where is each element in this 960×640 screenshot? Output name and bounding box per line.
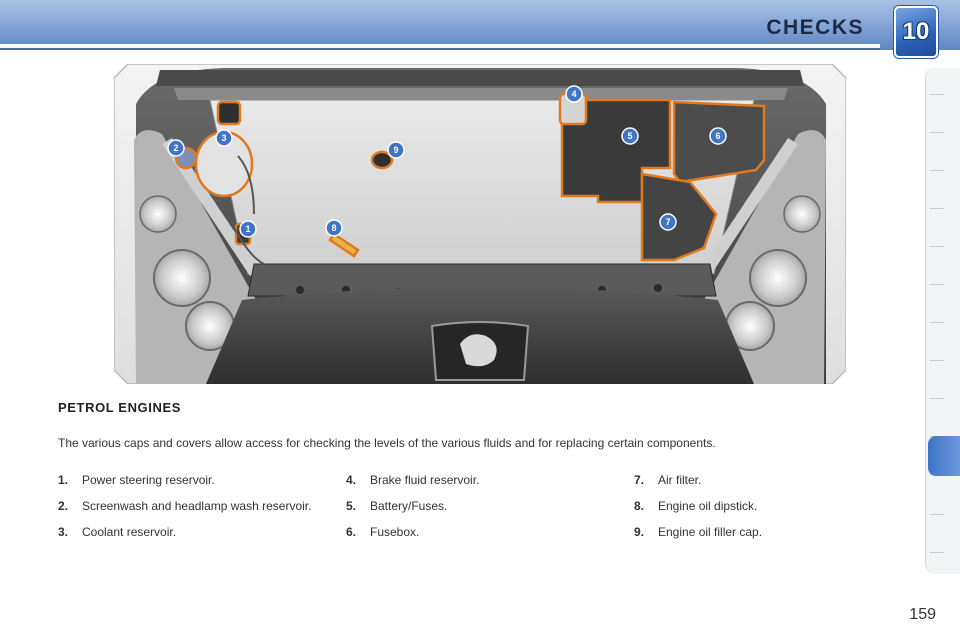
legend-text: Engine oil dipstick. <box>658 499 758 513</box>
chapter-tab-active[interactable] <box>928 436 960 476</box>
svg-text:2: 2 <box>173 143 179 153</box>
svg-text:1: 1 <box>245 224 251 234</box>
legend-item <box>346 499 586 513</box>
legend-item <box>634 499 874 513</box>
callout-3 <box>216 130 232 146</box>
legend-text: Power steering reservoir. <box>82 473 215 487</box>
legend-number: 2. <box>58 499 69 513</box>
legend-text: Coolant reservoir. <box>82 525 177 539</box>
chapter-number: 10 <box>902 18 930 45</box>
legend-column-3 <box>634 473 874 551</box>
svg-text:9: 9 <box>393 145 399 155</box>
callout-6 <box>710 128 726 144</box>
tab-divider <box>930 322 944 323</box>
chapter-tab-strip <box>925 68 960 574</box>
legend-number: 3. <box>58 525 69 539</box>
tab-divider <box>930 208 944 209</box>
svg-text:7: 7 <box>665 217 671 227</box>
section-heading: PETROL ENGINES <box>58 400 182 415</box>
callout-5 <box>622 128 638 144</box>
legend-number: 7. <box>634 473 645 487</box>
legend-item <box>634 525 874 539</box>
legend-number: 4. <box>346 473 357 487</box>
svg-text:3: 3 <box>221 133 227 143</box>
legend-item <box>346 525 586 539</box>
chapter-number-badge <box>894 6 938 58</box>
legend-text: Brake fluid reservoir. <box>370 473 480 487</box>
legend-item <box>346 473 586 487</box>
callout-8 <box>326 220 342 236</box>
legend-number: 9. <box>634 525 645 539</box>
legend-item <box>634 473 874 487</box>
legend-text: Air filter. <box>658 473 702 487</box>
callout-9 <box>388 142 404 158</box>
engine-bay-illustration <box>114 64 846 384</box>
tab-divider <box>930 398 944 399</box>
svg-text:6: 6 <box>715 131 721 141</box>
legend-text: Engine oil filler cap. <box>658 525 763 539</box>
chapter-title: CHECKS <box>766 16 864 39</box>
callout-1 <box>240 221 256 237</box>
legend-text: Fusebox. <box>370 525 420 539</box>
legend-number: 8. <box>634 499 645 513</box>
legend-item <box>58 499 326 513</box>
tab-divider <box>930 552 944 553</box>
callout-7 <box>660 214 676 230</box>
legend-item <box>58 473 326 487</box>
legend-text: Battery/Fuses. <box>370 499 448 513</box>
tab-divider <box>930 360 944 361</box>
tab-divider <box>930 94 944 95</box>
legend-item <box>58 525 326 539</box>
callout-2 <box>168 140 184 156</box>
tab-divider <box>930 246 944 247</box>
tab-divider <box>930 514 944 515</box>
legend-number: 6. <box>346 525 357 539</box>
legend-column-2 <box>346 473 586 551</box>
tab-divider <box>930 284 944 285</box>
page-number: 159 <box>909 606 936 623</box>
svg-text:5: 5 <box>627 131 633 141</box>
svg-text:4: 4 <box>571 89 577 99</box>
svg-text:8: 8 <box>331 223 337 233</box>
legend-number: 1. <box>58 473 69 487</box>
legend-number: 5. <box>346 499 357 513</box>
tab-divider <box>930 170 944 171</box>
header-stripe-line <box>0 48 880 50</box>
tab-divider <box>930 132 944 133</box>
legend-text: Screenwash and headlamp wash reservoir. <box>82 499 312 513</box>
callout-4 <box>566 86 582 102</box>
legend-column-1 <box>58 473 326 551</box>
intro-paragraph: The various caps and covers allow access for checking the levels of the various fluids and for replacing certain components. <box>58 436 716 450</box>
